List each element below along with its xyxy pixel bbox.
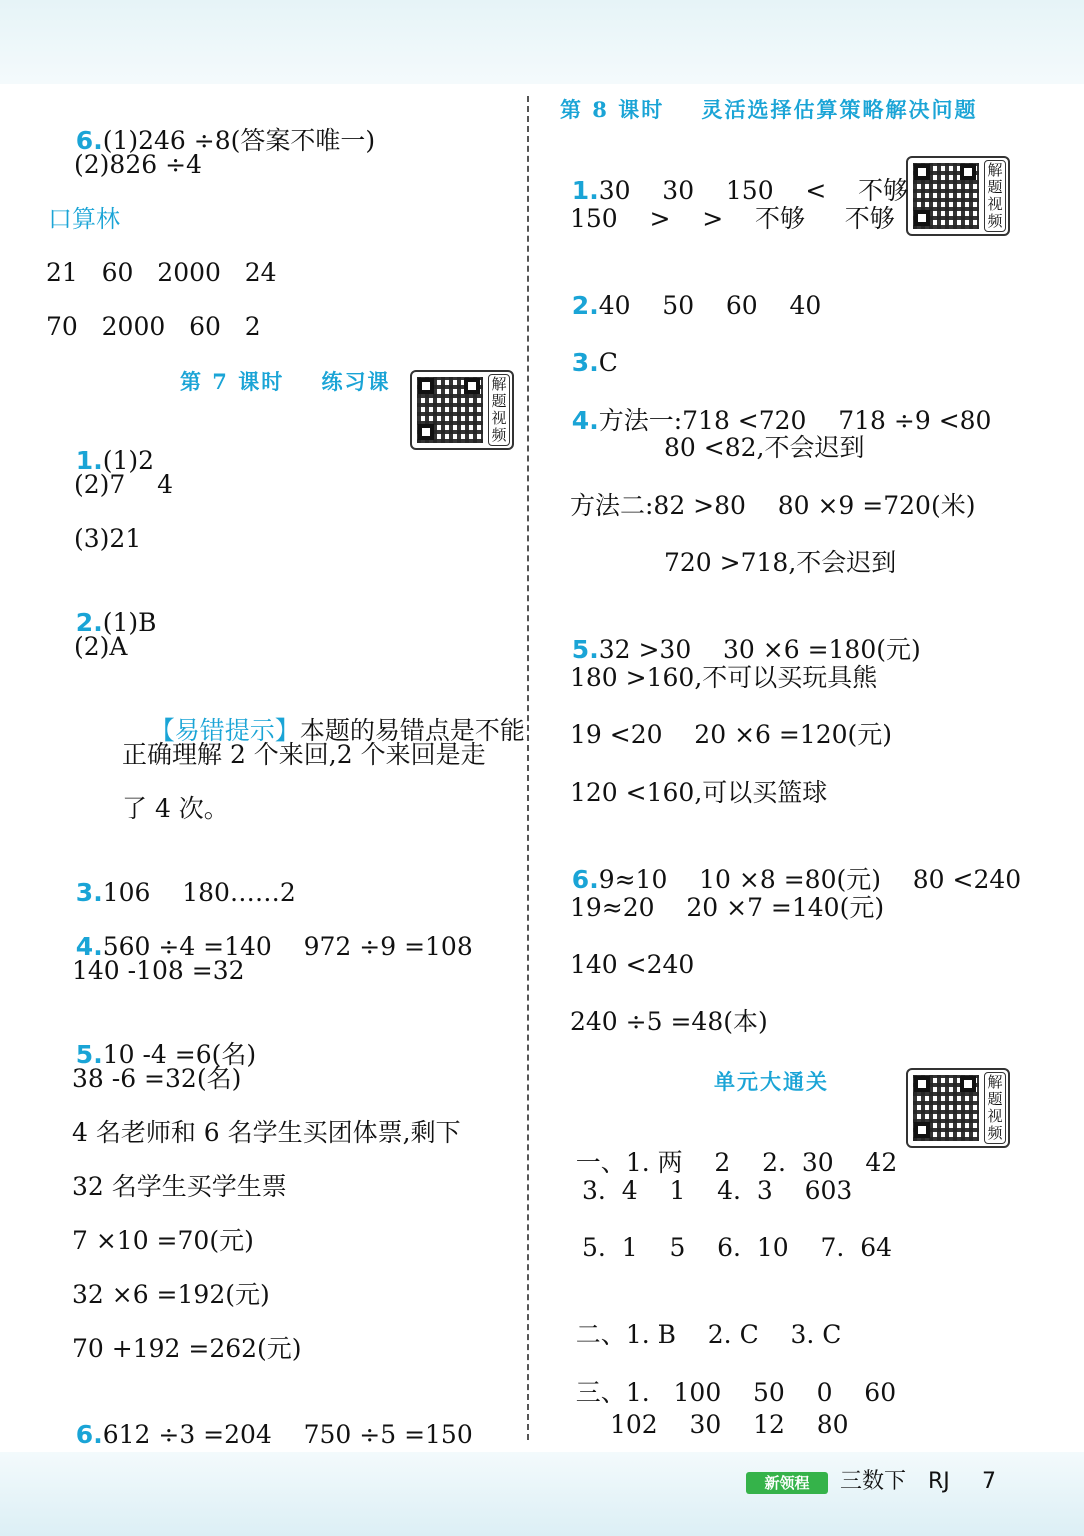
- column-divider: [527, 96, 529, 1440]
- brand-badge: 新领程: [746, 1472, 828, 1494]
- qr-corner: [914, 164, 930, 180]
- qr-label: 解题视频: [984, 160, 1006, 232]
- answer-text: (1)2: [102, 446, 155, 475]
- answer-text: (1)B: [102, 608, 157, 637]
- question-number: 4.: [75, 932, 103, 961]
- answer-line: 150 > > 不够 不够: [570, 204, 895, 233]
- question-number: 3.: [571, 348, 599, 377]
- answer-line: 7 ×10 =70(元): [72, 1226, 254, 1255]
- qr-corner: [418, 424, 434, 440]
- qr-code-lesson7[interactable]: [410, 370, 514, 450]
- answer-text: 30 30 150 < 不够: [598, 176, 909, 205]
- answer-line: 102 30 12 80: [610, 1410, 849, 1439]
- answer-line: [44, 1390, 473, 1480]
- qr-code-lesson8[interactable]: [906, 156, 1010, 236]
- tip-line: 了 4 次。: [122, 794, 229, 823]
- part-prefix: 二、: [575, 1320, 626, 1349]
- question-number: 5.: [571, 635, 599, 664]
- question-number: 2.: [571, 291, 599, 320]
- answer-line: 5. 1 5 6. 10 7. 64: [582, 1233, 893, 1262]
- qr-corner: [914, 1122, 930, 1138]
- answer-text: (1)246 ÷8(答案不唯一): [102, 126, 376, 155]
- answer-line: 180 >160,不可以买玩具熊: [570, 663, 878, 692]
- answer-text: 方法一:718 <720 718 ÷9 <80: [598, 406, 992, 435]
- question-number: 6.: [571, 865, 599, 894]
- question-number: 3.: [75, 878, 103, 907]
- part-prefix: 一、: [575, 1148, 626, 1177]
- tip-label: 【易错提示】: [149, 716, 300, 745]
- answer-line: 4 名老师和 6 名学生买团体票,剩下: [72, 1118, 461, 1147]
- lesson-7-title: 第 7 课时 练习课: [180, 369, 391, 394]
- question-number: 6.: [75, 126, 103, 155]
- answer-text: 560 ÷4 =140 972 ÷9 =108: [102, 932, 473, 961]
- answer-text: 612 ÷3 =204 750 ÷5 =150: [102, 1420, 473, 1449]
- answer-text: 1. 两 2 2. 30 42: [625, 1148, 898, 1177]
- qr-corner: [464, 378, 480, 394]
- answer-line: 120 <160,可以买篮球: [570, 778, 828, 807]
- answer-line: 720 >718,不会迟到: [664, 548, 897, 577]
- qr-corner: [960, 164, 976, 180]
- qr-corner: [914, 1076, 930, 1092]
- answer-text: 1. 100 50 0 60: [625, 1378, 897, 1407]
- question-number: 1.: [75, 446, 103, 475]
- answer-line: 240 ÷5 =48(本): [570, 1007, 768, 1036]
- question-number: 2.: [75, 608, 103, 637]
- answer-line: 21 60 2000 24: [46, 258, 277, 287]
- answer-line: 70 +192 =262(元): [72, 1334, 302, 1363]
- answer-line: 19 <20 20 ×6 =120(元): [570, 720, 893, 749]
- answer-line: (2)A: [74, 632, 128, 661]
- question-number: 6.: [75, 1420, 103, 1449]
- qr-label: 解题视频: [488, 374, 510, 446]
- section-title-kousuanlin: 口算林: [48, 205, 120, 233]
- unit-review-title: 单元大通关: [714, 1069, 829, 1094]
- question-number: 5.: [75, 1040, 103, 1069]
- qr-corner: [960, 1076, 976, 1092]
- page-number: 7: [982, 1469, 996, 1494]
- answer-line: 70 2000 60 2: [46, 312, 261, 341]
- answer-line: 32 名学生买学生票: [72, 1172, 287, 1201]
- question-number: 4.: [571, 406, 599, 435]
- answer-line: 方法二:82 >80 80 ×9 =720(米): [570, 491, 976, 520]
- answer-line: 140 -108 =32: [72, 956, 245, 985]
- edition-label: RJ: [928, 1469, 950, 1494]
- qr-corner: [418, 378, 434, 394]
- answer-line: 80 <82,不会迟到: [664, 433, 865, 462]
- qr-code-unit[interactable]: [906, 1068, 1010, 1148]
- subject-label: 三数下: [840, 1469, 907, 1494]
- answer-text: 40 50 60 40: [598, 291, 822, 320]
- answer-text: 9≈10 10 ×8 =80(元) 80 <240: [598, 865, 1022, 894]
- answer-line: 32 ×6 =192(元): [72, 1280, 270, 1309]
- answer-text: 10 -4 =6(名): [102, 1040, 257, 1069]
- answer-text: 106 180……2: [102, 878, 296, 907]
- tip-text: 本题的易错点是不能: [299, 716, 525, 745]
- answer-line: 140 <240: [570, 950, 695, 979]
- tip-line: 正确理解 2 个来回,2 个来回是走: [122, 740, 486, 769]
- answer-line: 19≈20 20 ×7 =140(元): [570, 893, 885, 922]
- answer-line: (2)7 4: [74, 470, 174, 499]
- top-band: [0, 0, 1084, 84]
- lesson-8-title: 第 8 课时 灵活选择估算策略解决问题: [560, 97, 978, 122]
- question-number: 1.: [571, 176, 599, 205]
- answer-text: 32 >30 30 ×6 =180(元): [598, 635, 921, 664]
- answer-line: 38 -6 =32(名): [72, 1064, 242, 1093]
- answer-line: (2)826 ÷4: [74, 150, 202, 179]
- qr-label: 解题视频: [984, 1072, 1006, 1144]
- part-prefix: 三、: [575, 1378, 626, 1407]
- answer-text: C: [598, 348, 618, 377]
- answer-line: 3. 4 1 4. 3 603: [582, 1176, 853, 1205]
- answer-line: (3)21: [74, 524, 142, 553]
- answer-text: 1. B 2. C 3. C: [625, 1320, 842, 1349]
- qr-corner: [914, 210, 930, 226]
